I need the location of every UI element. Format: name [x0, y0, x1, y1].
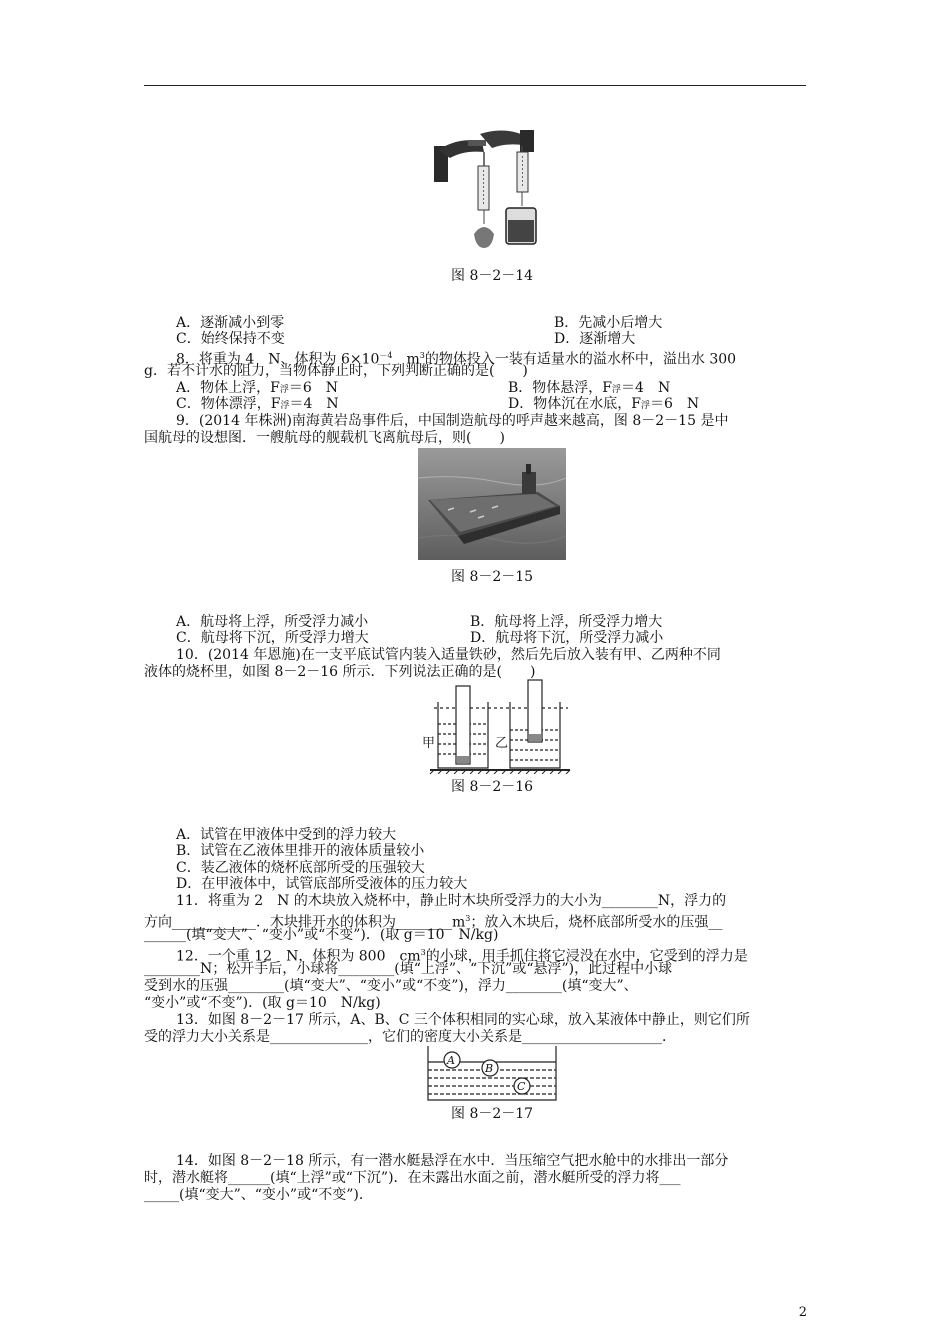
- question-12: 12．一个重 12 N，体积为 800 $cm^3$的小球，用手抓住将它浸没在水中，它受到的浮力是: [176, 948, 748, 965]
- question-10-cont: 液体的烧杯里，如图 8－2－16 所示．下列说法正确的是( ): [144, 664, 536, 680]
- page-number: 2: [798, 1305, 807, 1320]
- figure-aircraft-carrier: [418, 448, 566, 560]
- option-a: A．物体上浮，F浮＝6 N: [176, 380, 339, 396]
- figure-caption: 图 8－2－17: [451, 1106, 534, 1122]
- question-12-cont: “变小”或“不变”)．(取 g＝10 N/kg): [144, 995, 381, 1011]
- ball-c-label: C: [517, 1080, 526, 1093]
- question-13: 13．如图 8－2－17 所示，A、B、C 三个体积相同的实心球，放入某液体中静止，则它们所: [176, 1012, 750, 1028]
- option-a: A．航母将上浮，所受浮力减小: [176, 614, 369, 630]
- option-d: D．在甲液体中，试管底部所受液体的压力较大: [176, 876, 468, 892]
- option-c: C．航母将下沉，所受浮力增大: [176, 630, 369, 646]
- question-9-cont: 国航母的设想图．一艘航母的舰载机飞离航母后，则( ): [144, 430, 505, 446]
- option-d: D．航母将下沉，所受浮力减小: [470, 630, 664, 646]
- figure-caption: 图 8－2－14: [451, 268, 534, 284]
- figure-caption: 图 8－2－15: [451, 569, 534, 585]
- label-yi: 乙: [495, 736, 509, 751]
- option-b: B．航母将上浮，所受浮力增大: [470, 614, 663, 630]
- figure-caption: 图 8－2－16: [451, 779, 534, 795]
- option-a: A．逐渐减小到零: [176, 315, 285, 331]
- label-jia: 甲: [422, 736, 436, 751]
- option-a: A．试管在甲液体中受到的浮力较大: [176, 827, 397, 843]
- question-11: 11．将重为 2 N 的木块放入烧杯中，静止时木块所受浮力的大小为________N，浮力的: [176, 893, 727, 909]
- option-c: C．物体漂浮，F浮＝4 N: [176, 396, 339, 412]
- option-d: D．逐渐增大: [554, 331, 636, 347]
- ball-a-label: A: [447, 1054, 455, 1067]
- option-b: B．试管在乙液体里排开的液体质量较小: [176, 843, 425, 859]
- option-c: C．装乙液体的烧杯底部所受的压强较大: [176, 860, 425, 876]
- question-13-cont: 受的浮力大小关系是______________，它们的密度大小关系是____________________．: [144, 1029, 676, 1045]
- question-12-cont: ________N；松开手后，小球将________(填“上浮”、“下沉”或“悬浮”)，此过程中小球: [144, 961, 673, 977]
- option-d: D．物体沉在水底，F浮＝6 N: [508, 396, 700, 412]
- question-14-cont: 时，潜水艇将______(填“上浮”或“下沉”)．在未露出水面之前，潜水艇所受的浮力将___: [144, 1170, 681, 1186]
- question-8-cont: g．若不计水的阻力，当物体静止时，下列判断正确的是( ): [144, 363, 528, 379]
- question-8: 8．将重为 4 N、体积为 $6\times 10^{-4}$ $m^3$的物体投入一装有适量水的溢水杯中，溢出水 300: [176, 351, 737, 368]
- question-12-cont: 受到水的压强________(填“变大”、“变小”或“不变”)，浮力________(填“变大”、: [144, 978, 638, 994]
- question-14-cont: _____(填“变大”、“变小”或“不变”)．: [144, 1187, 373, 1203]
- question-9: 9．(2014 年株洲)南海黄岩岛事件后，中国制造航母的呼声越来越高，图 8－2－15 是中: [176, 413, 729, 429]
- option-b: B．先减小后增大: [554, 315, 663, 331]
- question-11-cont: 方向____________．木块排开水的体积为$\_\_\_\_\_\_\_\_m^3$；放入木块后，烧杯底部所受水的压强__: [144, 914, 723, 931]
- header-rule: [144, 85, 806, 86]
- ball-b-label: B: [485, 1062, 494, 1075]
- figure-spring-scales: [434, 128, 540, 252]
- option-c: C．始终保持不变: [176, 331, 285, 347]
- question-14: 14．如图 8－2－18 所示，有一潜水艇悬浮在水中．当压缩空气把水舱中的水排出一部分: [176, 1153, 729, 1169]
- question-10: 10．(2014 年恩施)在一支平底试管内装入适量铁砂，然后先后放入装有甲、乙两种不同: [176, 647, 721, 663]
- option-b: B．物体悬浮，F浮＝4 N: [508, 380, 671, 396]
- question-11-cont: ______(填“变大”、“变小”或“不变”)．(取 g＝10 N/kg): [144, 927, 499, 943]
- figure-test-tubes-in-beakers: [420, 678, 572, 774]
